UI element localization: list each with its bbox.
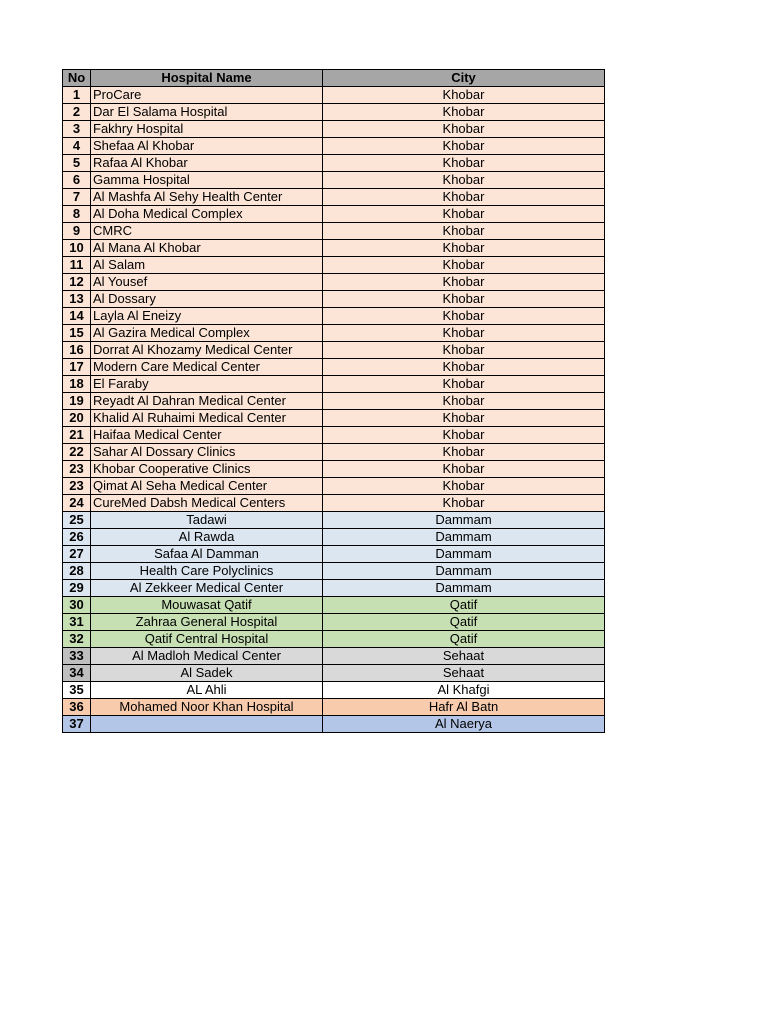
city-cell: Qatif <box>323 597 605 614</box>
city-cell: Qatif <box>323 631 605 648</box>
city-cell: Dammam <box>323 563 605 580</box>
row-number-cell: 7 <box>63 189 91 206</box>
table-row <box>63 342 605 359</box>
city-cell: Khobar <box>323 376 605 393</box>
table-row <box>63 257 605 274</box>
hospital-name-cell: Al Gazira Medical Complex <box>91 325 323 342</box>
row-number-cell: 13 <box>63 291 91 308</box>
row-number-cell: 23 <box>63 461 91 478</box>
table-row <box>63 529 605 546</box>
city-cell: Khobar <box>323 444 605 461</box>
city-cell: Dammam <box>323 529 605 546</box>
city-cell: Khobar <box>323 393 605 410</box>
table-row <box>63 410 605 427</box>
row-number-cell: 18 <box>63 376 91 393</box>
header-hospital-name: Hospital Name <box>91 70 323 87</box>
row-number-cell: 30 <box>63 597 91 614</box>
city-cell: Khobar <box>323 155 605 172</box>
row-number-cell: 27 <box>63 546 91 563</box>
city-cell: Dammam <box>323 580 605 597</box>
city-cell: Sehaat <box>323 648 605 665</box>
table-row <box>63 614 605 631</box>
table-row <box>63 546 605 563</box>
hospital-name-cell: Rafaa Al Khobar <box>91 155 323 172</box>
city-cell: Sehaat <box>323 665 605 682</box>
table-row <box>63 563 605 580</box>
hospital-name-cell: Khobar Cooperative Clinics <box>91 461 323 478</box>
city-cell: Khobar <box>323 478 605 495</box>
row-number-cell: 8 <box>63 206 91 223</box>
city-cell: Khobar <box>323 495 605 512</box>
row-number-cell: 6 <box>63 172 91 189</box>
city-cell: Dammam <box>323 546 605 563</box>
row-number-cell: 28 <box>63 563 91 580</box>
hospital-name-cell: Al Madloh Medical Center <box>91 648 323 665</box>
city-cell: Khobar <box>323 359 605 376</box>
row-number-cell: 24 <box>63 495 91 512</box>
table-row <box>63 444 605 461</box>
row-number-cell: 37 <box>63 716 91 733</box>
row-number-cell: 31 <box>63 614 91 631</box>
city-cell: Khobar <box>323 189 605 206</box>
table-row <box>63 121 605 138</box>
hospital-name-cell: Modern Care Medical Center <box>91 359 323 376</box>
hospital-name-cell: CMRC <box>91 223 323 240</box>
table-row <box>63 359 605 376</box>
city-cell: Khobar <box>323 87 605 104</box>
city-cell: Khobar <box>323 240 605 257</box>
row-number-cell: 19 <box>63 393 91 410</box>
hospital-name-cell: AL Ahli <box>91 682 323 699</box>
table-row <box>63 325 605 342</box>
city-cell: Khobar <box>323 308 605 325</box>
city-cell: Khobar <box>323 172 605 189</box>
row-number-cell: 21 <box>63 427 91 444</box>
table-row <box>63 631 605 648</box>
city-cell: Al Naerya <box>323 716 605 733</box>
row-number-cell: 1 <box>63 87 91 104</box>
table-row <box>63 206 605 223</box>
header-no: No <box>63 70 91 87</box>
row-number-cell: 22 <box>63 444 91 461</box>
row-number-cell: 32 <box>63 631 91 648</box>
city-cell: Khobar <box>323 342 605 359</box>
header-row <box>63 70 605 87</box>
hospital-name-cell: Tadawi <box>91 512 323 529</box>
table-row <box>63 597 605 614</box>
row-number-cell: 2 <box>63 104 91 121</box>
table-row <box>63 580 605 597</box>
table-row <box>63 308 605 325</box>
table-row <box>63 478 605 495</box>
table-row <box>63 87 605 104</box>
row-number-cell: 35 <box>63 682 91 699</box>
hospital-name-cell: Fakhry Hospital <box>91 121 323 138</box>
table-row <box>63 138 605 155</box>
hospital-name-cell: Shefaa Al Khobar <box>91 138 323 155</box>
row-number-cell: 29 <box>63 580 91 597</box>
hospital-name-cell: Mohamed Noor Khan Hospital <box>91 699 323 716</box>
hospital-name-cell: Al Mana Al Khobar <box>91 240 323 257</box>
city-cell: Khobar <box>323 410 605 427</box>
row-number-cell: 5 <box>63 155 91 172</box>
table-row <box>63 223 605 240</box>
hospital-name-cell: Reyadt Al Dahran Medical Center <box>91 393 323 410</box>
hospital-name-cell: Safaa Al Damman <box>91 546 323 563</box>
hospital-name-cell: Qatif Central Hospital <box>91 631 323 648</box>
table-row <box>63 665 605 682</box>
city-cell: Al Khafgi <box>323 682 605 699</box>
hospital-name-cell: Al Mashfa Al Sehy Health Center <box>91 189 323 206</box>
table-row <box>63 104 605 121</box>
row-number-cell: 20 <box>63 410 91 427</box>
table-row <box>63 461 605 478</box>
city-cell: Khobar <box>323 223 605 240</box>
hospital-name-cell: Dorrat Al Khozamy Medical Center <box>91 342 323 359</box>
hospital-name-cell: Mouwasat Qatif <box>91 597 323 614</box>
hospital-name-cell: El Faraby <box>91 376 323 393</box>
row-number-cell: 17 <box>63 359 91 376</box>
table-row <box>63 172 605 189</box>
city-cell: Qatif <box>323 614 605 631</box>
row-number-cell: 36 <box>63 699 91 716</box>
city-cell: Khobar <box>323 138 605 155</box>
table-row <box>63 648 605 665</box>
table-row <box>63 512 605 529</box>
city-cell: Khobar <box>323 257 605 274</box>
hospital-name-cell: Zahraa General Hospital <box>91 614 323 631</box>
table-row <box>63 716 605 733</box>
city-cell: Dammam <box>323 512 605 529</box>
row-number-cell: 12 <box>63 274 91 291</box>
hospital-name-cell: Al Zekkeer Medical Center <box>91 580 323 597</box>
row-number-cell: 3 <box>63 121 91 138</box>
city-cell: Khobar <box>323 427 605 444</box>
hospital-name-cell: Health Care Polyclinics <box>91 563 323 580</box>
hospital-name-cell: Al Dossary <box>91 291 323 308</box>
hospital-name-cell: CureMed Dabsh Medical Centers <box>91 495 323 512</box>
hospital-name-cell: ProCare <box>91 87 323 104</box>
city-cell: Hafr Al Batn <box>323 699 605 716</box>
table-row <box>63 427 605 444</box>
hospital-name-cell: Gamma Hospital <box>91 172 323 189</box>
hospital-name-cell: Al Sadek <box>91 665 323 682</box>
table-body <box>63 87 605 733</box>
hospital-name-cell: Al Rawda <box>91 529 323 546</box>
city-cell: Khobar <box>323 461 605 478</box>
hospital-name-cell: Qimat Al Seha Medical Center <box>91 478 323 495</box>
table-row <box>63 682 605 699</box>
row-number-cell: 16 <box>63 342 91 359</box>
row-number-cell: 11 <box>63 257 91 274</box>
hospital-name-cell: Al Yousef <box>91 274 323 291</box>
hospital-table <box>62 69 605 733</box>
table-row <box>63 699 605 716</box>
hospital-name-cell: Khalid Al Ruhaimi Medical Center <box>91 410 323 427</box>
table-row <box>63 155 605 172</box>
row-number-cell: 26 <box>63 529 91 546</box>
city-cell: Khobar <box>323 206 605 223</box>
table-row <box>63 240 605 257</box>
city-cell: Khobar <box>323 325 605 342</box>
hospital-name-cell: Sahar Al Dossary Clinics <box>91 444 323 461</box>
hospital-name-cell: Dar El Salama Hospital <box>91 104 323 121</box>
table-row <box>63 291 605 308</box>
row-number-cell: 23 <box>63 478 91 495</box>
table-row <box>63 495 605 512</box>
city-cell: Khobar <box>323 274 605 291</box>
hospital-name-cell: Al Salam <box>91 257 323 274</box>
row-number-cell: 25 <box>63 512 91 529</box>
table-row <box>63 393 605 410</box>
row-number-cell: 15 <box>63 325 91 342</box>
hospital-name-cell: Layla Al Eneizy <box>91 308 323 325</box>
row-number-cell: 10 <box>63 240 91 257</box>
hospital-name-cell: Haifaa Medical Center <box>91 427 323 444</box>
row-number-cell: 34 <box>63 665 91 682</box>
hospital-name-cell <box>91 716 323 733</box>
table-row <box>63 376 605 393</box>
city-cell: Khobar <box>323 291 605 308</box>
hospital-name-cell: Al Doha Medical Complex <box>91 206 323 223</box>
row-number-cell: 9 <box>63 223 91 240</box>
city-cell: Khobar <box>323 121 605 138</box>
row-number-cell: 4 <box>63 138 91 155</box>
city-cell: Khobar <box>323 104 605 121</box>
header-city: City <box>323 70 605 87</box>
table-row <box>63 189 605 206</box>
row-number-cell: 33 <box>63 648 91 665</box>
table-row <box>63 274 605 291</box>
row-number-cell: 14 <box>63 308 91 325</box>
